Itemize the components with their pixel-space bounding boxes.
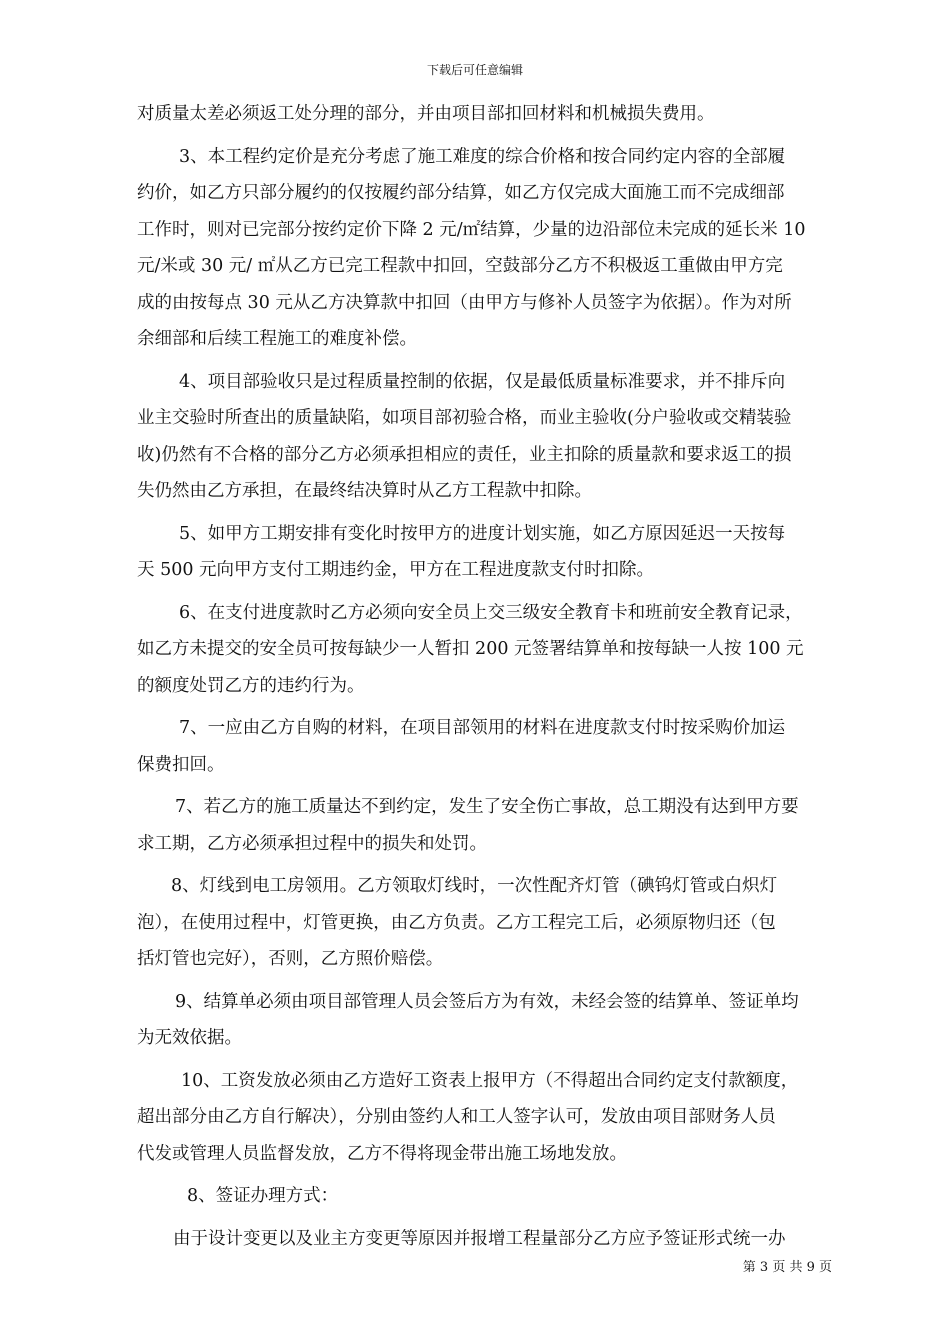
text-line: 6、在支付进度款时乙方必须向安全员上交三级安全教育卡和班前安全教育记录， <box>179 602 803 623</box>
text-line: 业主交验时所查出的质量缺陷，如项目部初验合格，而业主验收(分户验收或交精装验 <box>137 408 792 428</box>
page-header <box>0 62 950 78</box>
text-line: 由于设计变更以及业主方变更等原因并报增工程量部分乙方应予签证形式统一办 <box>173 1228 786 1249</box>
text-line: 4、项目部验收只是过程质量控制的依据，仅是最低质量标准要求，并不排斥向 <box>179 371 786 392</box>
paragraph <box>137 868 867 978</box>
text-line: 保费扣回。 <box>137 754 225 775</box>
text-line: 元/米或 30 元/ ㎡从乙方已完工程款中扣回，空鼓部分乙方不积极返工重做由甲方完 <box>137 256 783 276</box>
text-line: 收)仍然有不合格的部分乙方必须承担相应的责任，业主扣除的质量款和要求返工的损 <box>137 444 792 465</box>
text-line: 泡），在使用过程中，灯管更换，由乙方负责。乙方工程完工后，必须原物归还（包 <box>137 912 776 933</box>
paragraph <box>137 1221 867 1258</box>
paragraph <box>137 139 867 358</box>
paragraph <box>137 984 867 1057</box>
header-note: 下载后可任意编辑 <box>426 63 523 77</box>
text-line: 的额度处罚乙方的违约行为。 <box>137 675 365 696</box>
paragraph <box>137 364 867 510</box>
paragraph <box>137 1178 867 1215</box>
paragraph <box>137 789 867 862</box>
text-line: 为无效依据。 <box>137 1028 242 1048</box>
text-line: 失仍然由乙方承担，在最终结决算时从乙方工程款中扣除。 <box>137 481 592 501</box>
text-line: 8、灯线到电工房领用。乙方领取灯线时，一次性配齐灯管（碘钨灯管或白炽灯 <box>171 876 778 896</box>
text-line: 10、工资发放必须由乙方造好工资表上报甲方（不得超出合同约定支付款额度， <box>181 1070 799 1091</box>
text-line: 成的由按每点 30 元从乙方决算款中扣回（由甲方与修补人员签字为依据）。作为对所 <box>137 292 792 313</box>
text-line: 求工期，乙方必须承担过程中的损失和处罚。 <box>137 833 487 854</box>
page-number: 第 3 页 共 9 页 <box>742 1260 832 1275</box>
page-footer <box>0 1259 950 1277</box>
text-line: 8、签证办理方式： <box>187 1186 339 1206</box>
text-line: 7、一应由乙方自购的材料，在项目部领用的材料在进度款支付时按采购价加运 <box>179 718 786 738</box>
document-body <box>137 96 867 1263</box>
paragraph <box>137 1063 867 1173</box>
paragraph <box>137 516 867 589</box>
text-line: 代发或管理人员监督发放，乙方不得将现金带出施工场地发放。 <box>137 1143 627 1164</box>
paragraph <box>137 595 867 705</box>
text-line: 约价，如乙方只部分履约的仅按履约部分结算，如乙方仅完成大面施工而不完成细部 <box>137 183 785 203</box>
text-line: 对质量太差必须返工处分理的部分，并由项目部扣回材料和机械损失费用。 <box>137 104 715 124</box>
text-line: 天 500 元向甲方支付工期违约金，甲方在工程进度款支付时扣除。 <box>137 560 655 580</box>
text-line: 超出部分由乙方自行解决），分别由签约人和工人签字认可，发放由项目部财务人员 <box>137 1107 776 1127</box>
text-line: 如乙方未提交的安全员可按每缺少一人暂扣 200 元签署结算单和按每缺一人按 100 元 <box>137 639 804 659</box>
text-line: 工作时，则对已完部分按约定价下降 2 元/㎡结算，少量的边沿部位未完成的延长米 10 <box>137 219 806 240</box>
text-line: 7、若乙方的施工质量达不到约定，发生了安全伤亡事故，总工期没有达到甲方要 <box>175 797 799 817</box>
text-line: 3、本工程约定价是充分考虑了施工难度的综合价格和按合同约定内容的全部履 <box>179 146 786 167</box>
text-line: 余细部和后续工程施工的难度补偿。 <box>137 329 417 349</box>
text-line: 9、结算单必须由项目部管理人员会签后方为有效，未经会签的结算单、签证单均 <box>175 991 799 1012</box>
text-line: 5、如甲方工期安排有变化时按甲方的进度计划实施，如乙方原因延迟一天按每 <box>179 523 786 544</box>
text-line: 括灯管也完好），否则，乙方照价赔偿。 <box>137 949 444 969</box>
paragraph <box>137 710 867 783</box>
paragraph <box>137 96 867 133</box>
